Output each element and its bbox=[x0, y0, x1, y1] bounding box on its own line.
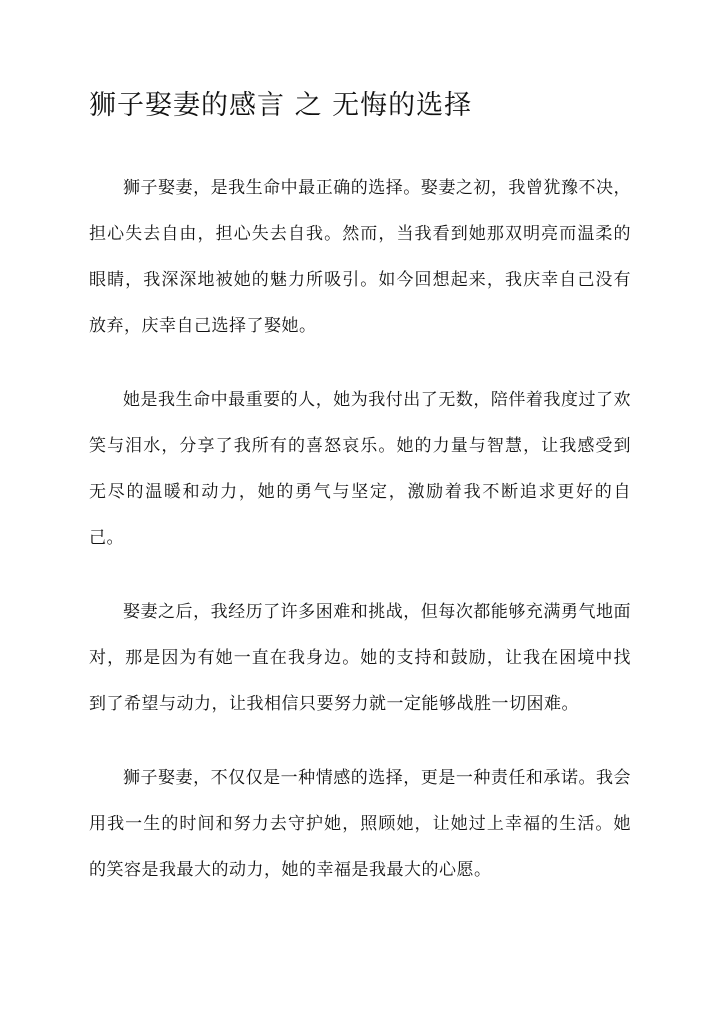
paragraph-2: 她是我生命中最重要的人，她为我付出了无数，陪伴着我度过了欢笑与泪水，分享了我所有的喜怒哀乐。她的力量与智慧，让我感受到无尽的温暖和动力，她的勇气与坚定，激励着我不断追求更好的自己。 bbox=[89, 390, 631, 548]
paragraph-4: 狮子娶妻，不仅仅是一种情感的选择，更是一种责任和承诺。我会用我一生的时间和努力去守护她，照顾她，让她过上幸福的生活。她的笑容是我最大的动力，她的幸福是我最大的心愿。 bbox=[89, 768, 631, 880]
paragraph-1: 狮子娶妻，是我生命中最正确的选择。娶妻之初，我曾犹豫不决，担心失去自由，担心失去自我。然而，当我看到她那双明亮而温柔的眼睛，我深深地被她的魅力所吸引。如今回想起来，我庆幸自己没有放弃，庆幸自己选择了娶她。 bbox=[89, 178, 631, 336]
document-body bbox=[89, 165, 631, 921]
document-title: 狮子娶妻的感言 之 无悔的选择 bbox=[89, 90, 473, 121]
paragraph-3: 娶妻之后，我经历了许多困难和挑战，但每次都能够充满勇气地面对，那是因为有她一直在我身边。她的支持和鼓励，让我在困境中找到了希望与动力，让我相信只要努力就一定能够战胜一切困难。 bbox=[89, 602, 631, 714]
